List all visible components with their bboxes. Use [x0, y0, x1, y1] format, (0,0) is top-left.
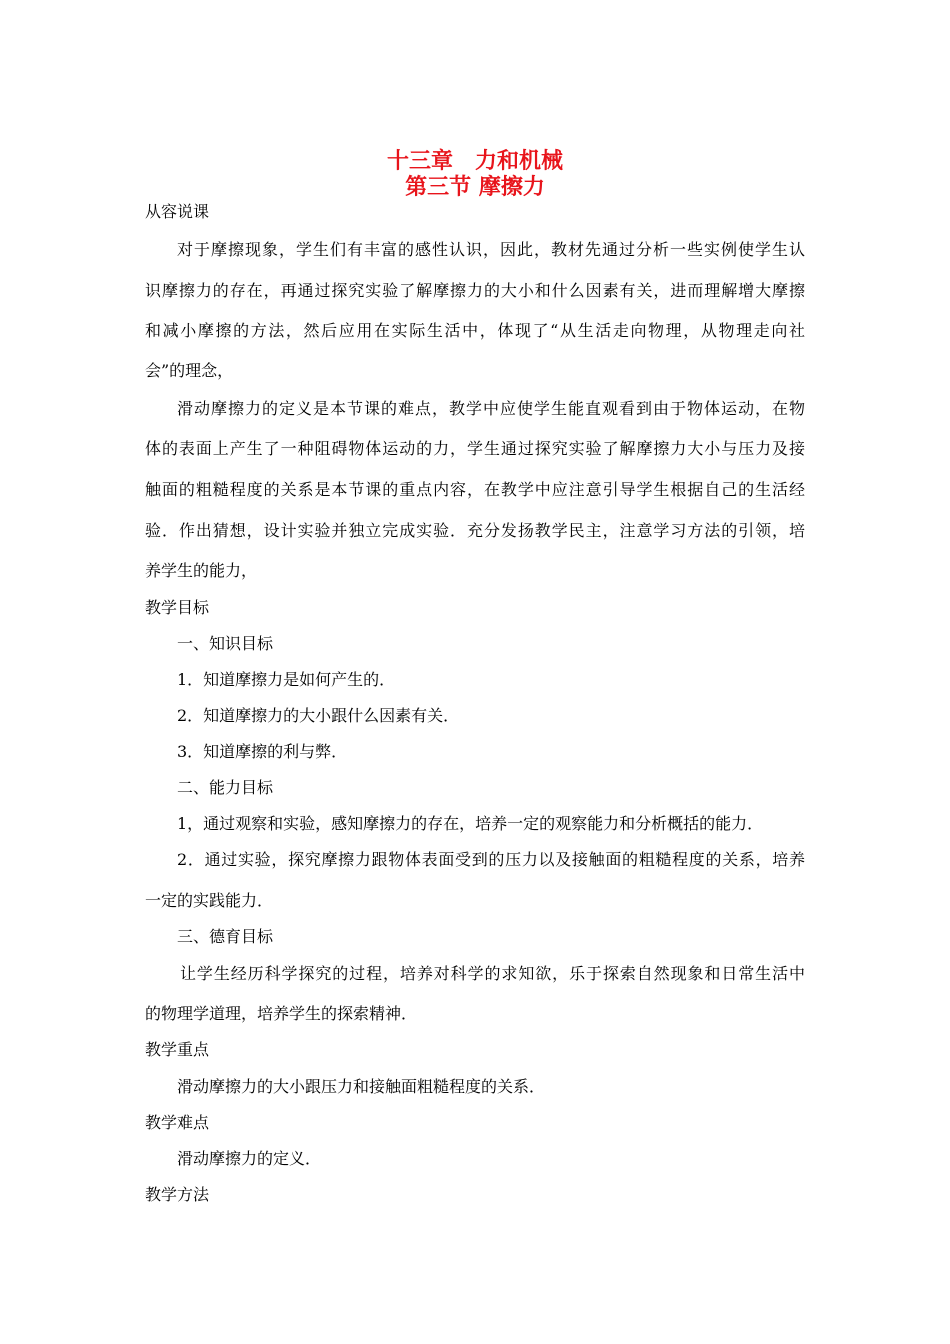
list-item: 2．知道摩擦力的大小跟什么因素有关．	[177, 706, 460, 725]
paragraph-line: 对于摩擦现象，学生们有丰富的感性认识，因此，教材先通过分析一些实例使学生认	[177, 240, 805, 259]
paragraph-line: 体的表面上产生了一种阻碍物体运动的力，学生通过探究实验了解摩擦力大小与压力及接	[145, 439, 805, 458]
heading-intro: 从容说课	[145, 202, 210, 221]
list-item: 2．通过实验，探究摩擦力跟物体表面受到的压力以及接触面的粗糙程度的关系，培养	[177, 850, 805, 869]
subheading-moral: 三、德育目标	[177, 927, 274, 946]
heading-difficulties: 教学难点	[145, 1113, 210, 1132]
list-item: 1．知道摩擦力是如何产生的．	[177, 670, 396, 689]
section-title: 第三节 摩擦力	[405, 174, 545, 200]
list-item: 3．知道摩擦的利与弊．	[177, 742, 348, 761]
heading-key-points: 教学重点	[145, 1040, 210, 1059]
paragraph-line: 和减小摩擦的方法，然后应用在实际生活中，体现了“从生活走向物理，从物理走向社	[145, 321, 805, 340]
heading-objectives: 教学目标	[145, 598, 210, 617]
difficulties-text: 滑动摩擦力的定义．	[177, 1149, 322, 1168]
paragraph-line: 养学生的能力，	[145, 561, 258, 580]
list-item: 1，通过观察和实验，感知摩擦力的存在，培养一定的观察能力和分析概括的能力．	[177, 814, 764, 833]
chapter-title: 十三章 力和机械	[386, 148, 563, 174]
paragraph-line: 识摩擦力的存在，再通过探究实验了解摩擦力的大小和什么因素有关，进而理解增大摩擦	[145, 281, 805, 300]
paragraph-line: 验．作出猜想，设计实验并独立完成实验．充分发扬教学民主，注意学习方法的引领，培	[145, 521, 805, 540]
paragraph-line: 滑动摩擦力的定义是本节课的难点，教学中应使学生能直观看到由于物体运动，在物	[177, 399, 805, 418]
paragraph-line: 的物理学道理，培养学生的探索精神．	[145, 1004, 418, 1023]
subheading-knowledge: 一、知识目标	[177, 634, 274, 653]
paragraph-line: 触面的粗糙程度的关系是本节课的重点内容，在教学中应注意引导学生根据自己的生活经	[145, 480, 805, 499]
heading-methods: 教学方法	[145, 1185, 210, 1204]
subheading-ability: 二、能力目标	[177, 778, 274, 797]
key-points-text: 滑动摩擦力的大小跟压力和接触面粗糙程度的关系．	[177, 1077, 546, 1096]
list-item-continued: 一定的实践能力．	[145, 891, 274, 910]
paragraph-line: 会”的理念，	[145, 361, 234, 380]
paragraph-line: 让学生经历科学探究的过程，培养对科学的求知欲，乐于探索自然现象和日常生活中	[180, 964, 805, 983]
